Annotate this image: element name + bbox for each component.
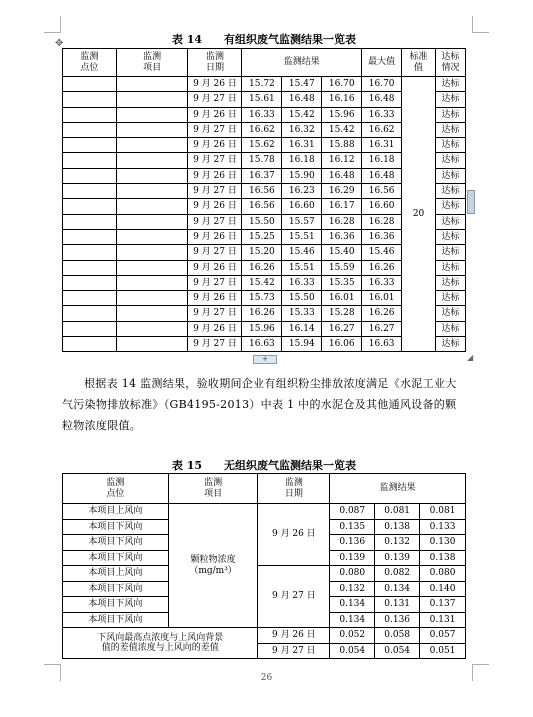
status-cell: 达标 <box>436 260 466 275</box>
item-cell <box>116 199 188 214</box>
max-cell: 16.63 <box>362 337 402 352</box>
table-row <box>63 77 466 92</box>
result-cell: 0.138 <box>420 550 466 566</box>
max-cell: 16.01 <box>362 291 402 306</box>
result-cell: 15.78 <box>242 153 282 168</box>
result-cell: 16.70 <box>322 77 362 92</box>
date-cell: 9 月 27 日 <box>188 92 242 107</box>
result-cell: 0.139 <box>375 550 420 566</box>
status-cell: 达标 <box>436 245 466 260</box>
result-cell: 15.59 <box>322 260 362 275</box>
result-cell: 16.27 <box>322 321 362 336</box>
max-cell: 16.27 <box>362 321 402 336</box>
result-cell: 15.40 <box>322 245 362 260</box>
max-cell: 16.48 <box>362 92 402 107</box>
date-cell: 9 月 27 日 <box>188 184 242 199</box>
result-cell: 16.26 <box>242 260 282 275</box>
item-cell <box>116 184 188 199</box>
site-cell <box>63 92 117 107</box>
result-cell: 15.20 <box>242 245 282 260</box>
result-cell: 0.082 <box>375 566 420 582</box>
header-date: 监测 日期 <box>188 49 242 77</box>
item-cell <box>116 275 188 290</box>
result-cell: 15.35 <box>322 275 362 290</box>
status-cell: 达标 <box>436 107 466 122</box>
body-paragraph: 根据表 14 监测结果，验收期间企业有组织粉尘排放浓度满足《水泥工业大气污染物排放标准》（GB4195-2013）中表 1 中的水泥仓及其他通风设备的颗粒物浓度限值。 <box>62 377 457 432</box>
result-cell: 16.48 <box>282 92 322 107</box>
result-cell: 16.18 <box>282 153 322 168</box>
site-cell: 本项目下风向 <box>63 550 169 566</box>
header-item: 监测 项目 <box>116 49 188 77</box>
standard-value-cell: 20 <box>402 77 436 352</box>
result-cell: 0.134 <box>375 581 420 597</box>
site-cell <box>63 122 117 137</box>
result-cell: 16.29 <box>322 184 362 199</box>
item-cell <box>116 92 188 107</box>
max-cell: 16.26 <box>362 260 402 275</box>
result-cell: 0.135 <box>330 519 375 535</box>
result-cell: 0.131 <box>420 612 466 628</box>
result-cell: 15.28 <box>322 306 362 321</box>
result-cell: 15.61 <box>242 92 282 107</box>
table-row <box>63 566 466 582</box>
result-cell: 15.72 <box>242 77 282 92</box>
result-cell: 0.140 <box>420 581 466 597</box>
result-cell: 15.88 <box>322 138 362 153</box>
status-cell: 达标 <box>436 184 466 199</box>
site-cell <box>63 321 117 336</box>
result-cell: 0.133 <box>420 519 466 535</box>
status-cell: 达标 <box>436 291 466 306</box>
item-cell <box>116 229 188 244</box>
add-row-button[interactable]: + <box>253 355 277 364</box>
site-cell: 本项目下风向 <box>63 581 169 597</box>
status-cell: 达标 <box>436 77 466 92</box>
header-standard: 标准 值 <box>402 49 436 77</box>
result-cell: 0.138 <box>375 519 420 535</box>
result-cell: 16.01 <box>322 291 362 306</box>
result-cell: 16.26 <box>242 306 282 321</box>
result-cell: 16.17 <box>322 199 362 214</box>
result-cell: 15.50 <box>282 291 322 306</box>
item-cell <box>116 122 188 137</box>
result-cell: 0.136 <box>330 535 375 551</box>
result-cell: 0.137 <box>420 597 466 613</box>
date-cell: 9 月 27 日 <box>188 306 242 321</box>
status-cell: 达标 <box>436 321 466 336</box>
status-cell: 达标 <box>436 153 466 168</box>
item-cell <box>116 260 188 275</box>
item-cell: 颗粒物浓度 （mg/m³） <box>168 504 258 628</box>
date-cell: 9 月 26 日 <box>188 321 242 336</box>
table14-caption: 表 14 有组织废气监测结果一览表 <box>171 33 357 46</box>
date-cell: 9 月 27 日 <box>188 245 242 260</box>
max-cell: 16.28 <box>362 214 402 229</box>
site-cell <box>63 77 117 92</box>
item-cell <box>116 138 188 153</box>
result-cell: 15.51 <box>282 229 322 244</box>
table-resize-handle[interactable] <box>467 190 475 214</box>
result-cell: 15.90 <box>282 168 322 183</box>
date-cell: 9 月 27 日 <box>188 153 242 168</box>
result-cell: 0.132 <box>330 581 375 597</box>
table-row <box>63 628 466 644</box>
item-cell <box>116 291 188 306</box>
max-cell: 16.31 <box>362 138 402 153</box>
site-cell <box>63 260 117 275</box>
result-cell: 0.052 <box>330 628 375 644</box>
result-cell: 0.081 <box>375 504 420 520</box>
result-cell: 0.132 <box>375 535 420 551</box>
date-cell: 9 月 26 日 <box>258 504 330 566</box>
date-cell: 9 月 27 日 <box>188 337 242 352</box>
result-cell: 0.087 <box>330 504 375 520</box>
site-cell <box>63 245 117 260</box>
status-cell: 达标 <box>436 337 466 352</box>
header-site: 监测 点位 <box>63 474 169 504</box>
date-cell: 9 月 26 日 <box>188 229 242 244</box>
page-corner-mark <box>44 16 61 33</box>
site-cell <box>63 107 117 122</box>
date-cell: 9 月 26 日 <box>188 77 242 92</box>
site-cell <box>63 153 117 168</box>
result-cell: 0.058 <box>375 628 420 644</box>
max-cell: 16.70 <box>362 77 402 92</box>
max-cell: 15.46 <box>362 245 402 260</box>
item-cell <box>116 245 188 260</box>
result-cell: 15.47 <box>282 77 322 92</box>
header-results: 监测结果 <box>330 474 466 504</box>
header-status: 达标 情况 <box>436 49 466 77</box>
result-cell: 16.31 <box>282 138 322 153</box>
result-cell: 0.134 <box>330 612 375 628</box>
result-cell: 15.42 <box>322 122 362 137</box>
result-cell: 16.32 <box>282 122 322 137</box>
item-cell <box>116 107 188 122</box>
max-cell: 16.26 <box>362 306 402 321</box>
result-cell: 16.36 <box>322 229 362 244</box>
result-cell: 15.33 <box>282 306 322 321</box>
status-cell: 达标 <box>436 229 466 244</box>
result-cell: 16.16 <box>322 92 362 107</box>
result-cell: 0.051 <box>420 643 466 659</box>
site-cell: 本项目上风向 <box>63 504 169 520</box>
date-cell: 9 月 26 日 <box>188 260 242 275</box>
result-cell: 0.139 <box>330 550 375 566</box>
table-header-row <box>63 49 466 77</box>
status-cell: 达标 <box>436 199 466 214</box>
date-cell: 9 月 27 日 <box>258 566 330 628</box>
table15-caption: 表 15 无组织废气监测结果一览表 <box>171 459 357 472</box>
result-cell: 16.56 <box>242 184 282 199</box>
result-cell: 15.42 <box>282 107 322 122</box>
table14 <box>62 48 466 352</box>
site-cell: 本项目上风向 <box>63 566 169 582</box>
site-cell <box>63 306 117 321</box>
max-cell: 16.33 <box>362 107 402 122</box>
result-cell: 16.23 <box>282 184 322 199</box>
result-cell: 16.12 <box>322 153 362 168</box>
status-cell: 达标 <box>436 92 466 107</box>
site-cell: 本项目下风向 <box>63 519 169 535</box>
result-cell: 15.62 <box>242 138 282 153</box>
max-cell: 16.18 <box>362 153 402 168</box>
result-cell: 16.28 <box>322 214 362 229</box>
date-cell: 9 月 27 日 <box>258 643 330 659</box>
result-cell: 15.51 <box>282 260 322 275</box>
item-cell <box>116 306 188 321</box>
header-item: 监测 项目 <box>168 474 258 504</box>
date-cell: 9 月 26 日 <box>188 138 242 153</box>
result-cell: 15.73 <box>242 291 282 306</box>
result-cell: 0.057 <box>420 628 466 644</box>
table-row <box>63 504 466 520</box>
result-cell: 0.131 <box>375 597 420 613</box>
result-cell: 15.46 <box>282 245 322 260</box>
result-cell: 15.50 <box>242 214 282 229</box>
date-cell: 9 月 27 日 <box>188 122 242 137</box>
result-cell: 16.63 <box>242 337 282 352</box>
status-cell: 达标 <box>436 168 466 183</box>
max-cell: 16.62 <box>362 122 402 137</box>
item-cell <box>116 153 188 168</box>
result-cell: 16.60 <box>282 199 322 214</box>
site-cell <box>63 168 117 183</box>
site-cell <box>63 184 117 199</box>
item-cell <box>116 77 188 92</box>
result-cell: 16.06 <box>322 337 362 352</box>
site-cell <box>63 214 117 229</box>
max-cell: 16.33 <box>362 275 402 290</box>
date-cell: 9 月 27 日 <box>188 214 242 229</box>
status-cell: 达标 <box>436 214 466 229</box>
date-cell: 9 月 27 日 <box>188 275 242 290</box>
result-cell: 0.054 <box>330 643 375 659</box>
date-cell: 9 月 26 日 <box>188 291 242 306</box>
site-cell <box>63 199 117 214</box>
item-cell <box>116 214 188 229</box>
result-cell: 16.33 <box>242 107 282 122</box>
result-cell: 16.14 <box>282 321 322 336</box>
result-cell: 15.96 <box>322 107 362 122</box>
table15 <box>62 473 466 659</box>
result-cell: 15.42 <box>242 275 282 290</box>
result-cell: 16.56 <box>242 199 282 214</box>
site-cell <box>63 291 117 306</box>
table-move-handle-icon[interactable]: ✥ <box>55 38 64 49</box>
status-cell: 达标 <box>436 122 466 137</box>
site-cell: 本项目下风向 <box>63 535 169 551</box>
status-cell: 达标 <box>436 138 466 153</box>
site-cell <box>63 275 117 290</box>
result-cell: 0.081 <box>420 504 466 520</box>
page-number: 26 <box>260 673 273 683</box>
header-date: 监测 日期 <box>258 474 330 504</box>
result-cell: 16.37 <box>242 168 282 183</box>
site-cell: 本项目下风向 <box>63 597 169 613</box>
result-cell: 0.136 <box>375 612 420 628</box>
date-cell: 9 月 26 日 <box>188 107 242 122</box>
item-cell <box>116 321 188 336</box>
result-cell: 0.080 <box>420 566 466 582</box>
diff-label-cell: 下风向最高点浓度与上风向背景 值的差值浓度与上风向的差值 <box>63 628 258 659</box>
result-cell: 0.130 <box>420 535 466 551</box>
header-site: 监测 点位 <box>63 49 117 77</box>
site-cell <box>63 337 117 352</box>
date-cell: 9 月 26 日 <box>258 628 330 644</box>
status-cell: 达标 <box>436 306 466 321</box>
item-cell <box>116 168 188 183</box>
site-cell <box>63 229 117 244</box>
site-cell: 本项目下风向 <box>63 612 169 628</box>
max-cell: 16.56 <box>362 184 402 199</box>
result-cell: 16.62 <box>242 122 282 137</box>
status-cell: 达标 <box>436 275 466 290</box>
result-cell: 15.57 <box>282 214 322 229</box>
date-cell: 9 月 26 日 <box>188 168 242 183</box>
site-cell <box>63 138 117 153</box>
max-cell: 16.48 <box>362 168 402 183</box>
page-corner-mark <box>472 16 489 33</box>
result-cell: 16.48 <box>322 168 362 183</box>
max-cell: 16.36 <box>362 229 402 244</box>
header-max: 最大值 <box>362 49 402 77</box>
result-cell: 15.96 <box>242 321 282 336</box>
item-cell <box>116 337 188 352</box>
max-cell: 16.60 <box>362 199 402 214</box>
date-cell: 9 月 26 日 <box>188 199 242 214</box>
header-results: 监测结果 <box>242 49 362 77</box>
result-cell: 15.25 <box>242 229 282 244</box>
result-cell: 16.33 <box>282 275 322 290</box>
table-header-row <box>63 474 466 504</box>
result-cell: 0.054 <box>375 643 420 659</box>
result-cell: 15.94 <box>282 337 322 352</box>
result-cell: 0.080 <box>330 566 375 582</box>
result-cell: 0.134 <box>330 597 375 613</box>
table-resize-corner-icon[interactable]: ◢ <box>467 353 474 362</box>
